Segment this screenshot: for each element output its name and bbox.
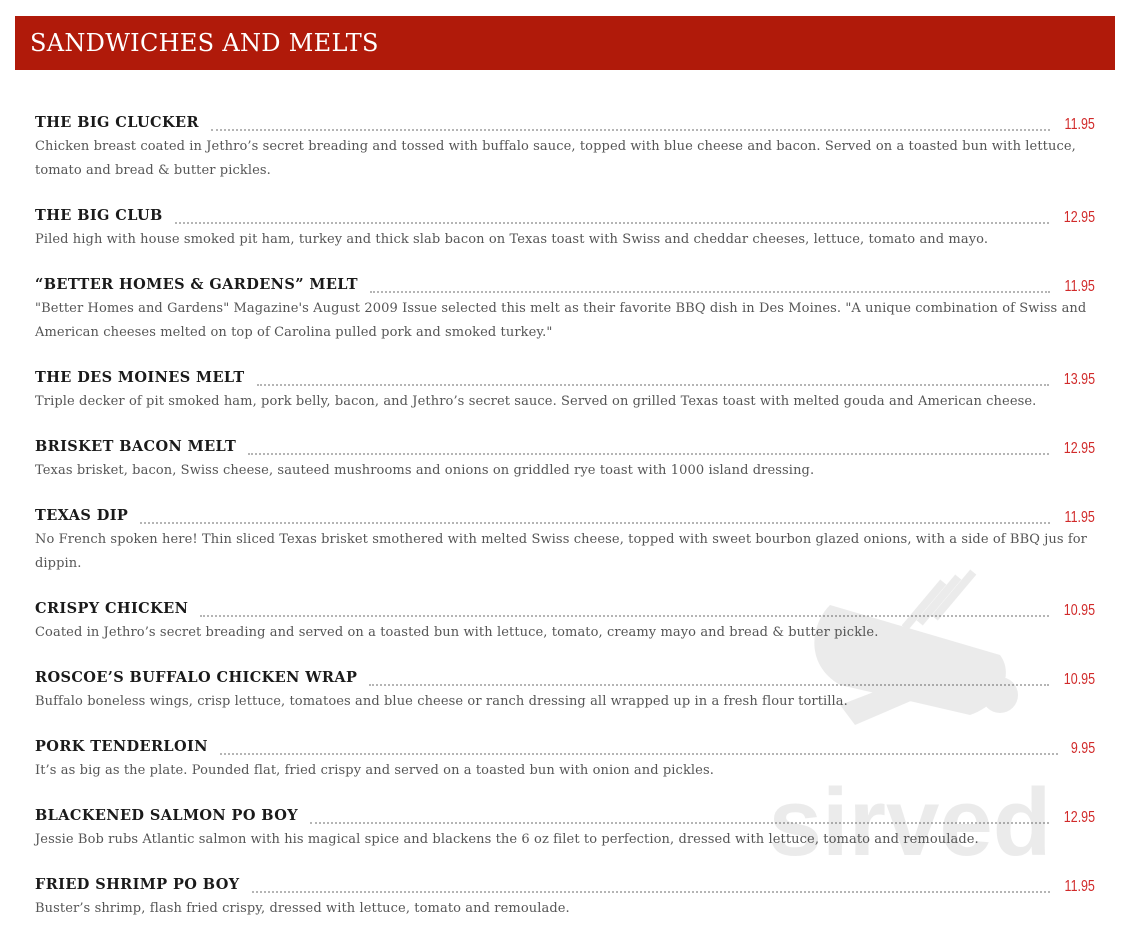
item-name: BLACKENED SALMON PO BOY [35, 807, 299, 824]
item-description: Piled high with house smoked pit ham, turkey and thick slab bacon on Texas toast with Swiss and cheddar cheeses, lettuce, tomato and mayo. [35, 232, 989, 247]
item-price: 10.95 [1063, 602, 1095, 619]
item-description: Jessie Bob rubs Atlantic salmon with his magical spice and blackens the 6 oz filet to perfection, dressed with lettuce, tomato and remoulade. [35, 832, 979, 847]
dot-leader [248, 452, 1049, 455]
item-name: TEXAS DIP [35, 507, 129, 524]
item-heading-row [35, 736, 1095, 757]
item-name: BRISKET BACON MELT [35, 438, 237, 455]
item-name: “BETTER HOMES & GARDENS”￼ MELT [35, 276, 358, 293]
menu-item [35, 367, 1095, 436]
menu-item [35, 874, 1095, 920]
item-description: Buster’s shrimp, flash fried crispy, dressed with lettuce, tomato and remoulade. [35, 901, 570, 916]
item-name: THE BIG CLUB [35, 207, 163, 224]
menu-item [35, 205, 1095, 274]
section-header [15, 16, 1115, 70]
item-heading-row [35, 367, 1095, 388]
menu-item [35, 436, 1095, 505]
menu-item [35, 805, 1095, 874]
item-heading-row [35, 874, 1095, 895]
item-name: FRIED SHRIMP PO BOY [35, 876, 240, 893]
item-price: 10.95 [1063, 671, 1095, 688]
menu-item [35, 736, 1095, 805]
item-description: Texas brisket, bacon, Swiss cheese, sauteed mushrooms and onions on griddled rye toast with 1000 island dressing. [35, 463, 815, 478]
watermark-text: sirved [768, 769, 1052, 875]
dot-leader [175, 221, 1049, 224]
menu-item [35, 505, 1095, 598]
item-description: "Better Homes and Gardens" Magazine's August 2009 Issue selected this melt as their favorite BBQ dish in Des Moines. "A unique combination of Swiss and American cheeses melted on top of Carolina pulled pork and smoked turkey." [35, 301, 1087, 340]
dot-leader [220, 752, 1058, 755]
dot-leader [369, 683, 1049, 686]
item-description: Chicken breast coated in Jethro’s secret breading and tossed with buffalo sauce, topped with blue cheese and bacon. Served on a toasted bun with lettuce, tomato and bread & butter pickles. [35, 139, 1076, 178]
menu-item [35, 667, 1095, 736]
item-heading-row [35, 598, 1095, 619]
menu-item [35, 598, 1095, 667]
item-price: 12.95 [1063, 809, 1095, 826]
dot-leader [370, 290, 1050, 293]
item-name: PORK TENDERLOIN [35, 738, 208, 755]
menu-item [35, 112, 1095, 205]
item-description: It’s as big as the plate. Pounded flat, fried crispy and served on a toasted bun with onion and pickles. [35, 763, 714, 778]
item-price: 11.95 [1064, 278, 1095, 295]
section-title: SANDWICHES AND MELTS [30, 29, 379, 57]
item-price: 11.95 [1064, 116, 1095, 133]
dot-leader [200, 614, 1049, 617]
item-heading-row [35, 274, 1095, 295]
dot-leader [310, 821, 1049, 824]
dot-leader [140, 521, 1050, 524]
item-description: Triple decker of pit smoked ham, pork belly, bacon, and Jethro’s secret sauce. Served on grilled Texas toast with melted gouda and American cheese. [35, 394, 1037, 409]
item-heading-row [35, 205, 1095, 226]
item-description: Coated in Jethro’s secret breading and served on a toasted bun with lettuce, tomato, creamy mayo and bread & butter pickle. [35, 625, 879, 640]
item-heading-row [35, 667, 1095, 688]
dot-leader [211, 128, 1050, 131]
item-price: 13.95 [1063, 371, 1095, 388]
item-price: 9.95 [1070, 740, 1095, 757]
item-name: THE DES MOINES MELT [35, 369, 245, 386]
item-price: 11.95 [1064, 878, 1095, 895]
item-name: ROSCOE’S BUFFALO CHICKEN WRAP [35, 669, 358, 686]
item-description: Buffalo boneless wings, crisp lettuce, tomatoes and blue cheese or ranch dressing all wrapped up in a fresh flour tortilla. [35, 694, 848, 709]
item-name: THE BIG CLUCKER [35, 114, 199, 131]
dot-leader [252, 890, 1051, 893]
item-price: 11.95 [1064, 509, 1095, 526]
menu-list [35, 112, 1095, 920]
item-heading-row [35, 112, 1095, 133]
item-description: No French spoken here! Thin sliced Texas brisket smothered with melted Swiss cheese, topped with sweet bourbon glazed onions, with a side of BBQ jus for dippin. [35, 532, 1087, 571]
item-heading-row [35, 805, 1095, 826]
item-name: CRISPY CHICKEN [35, 600, 189, 617]
item-price: 12.95 [1063, 440, 1095, 457]
item-heading-row [35, 436, 1095, 457]
item-heading-row [35, 505, 1095, 526]
menu-item [35, 274, 1095, 367]
item-price: 12.95 [1063, 209, 1095, 226]
dot-leader [257, 383, 1049, 386]
